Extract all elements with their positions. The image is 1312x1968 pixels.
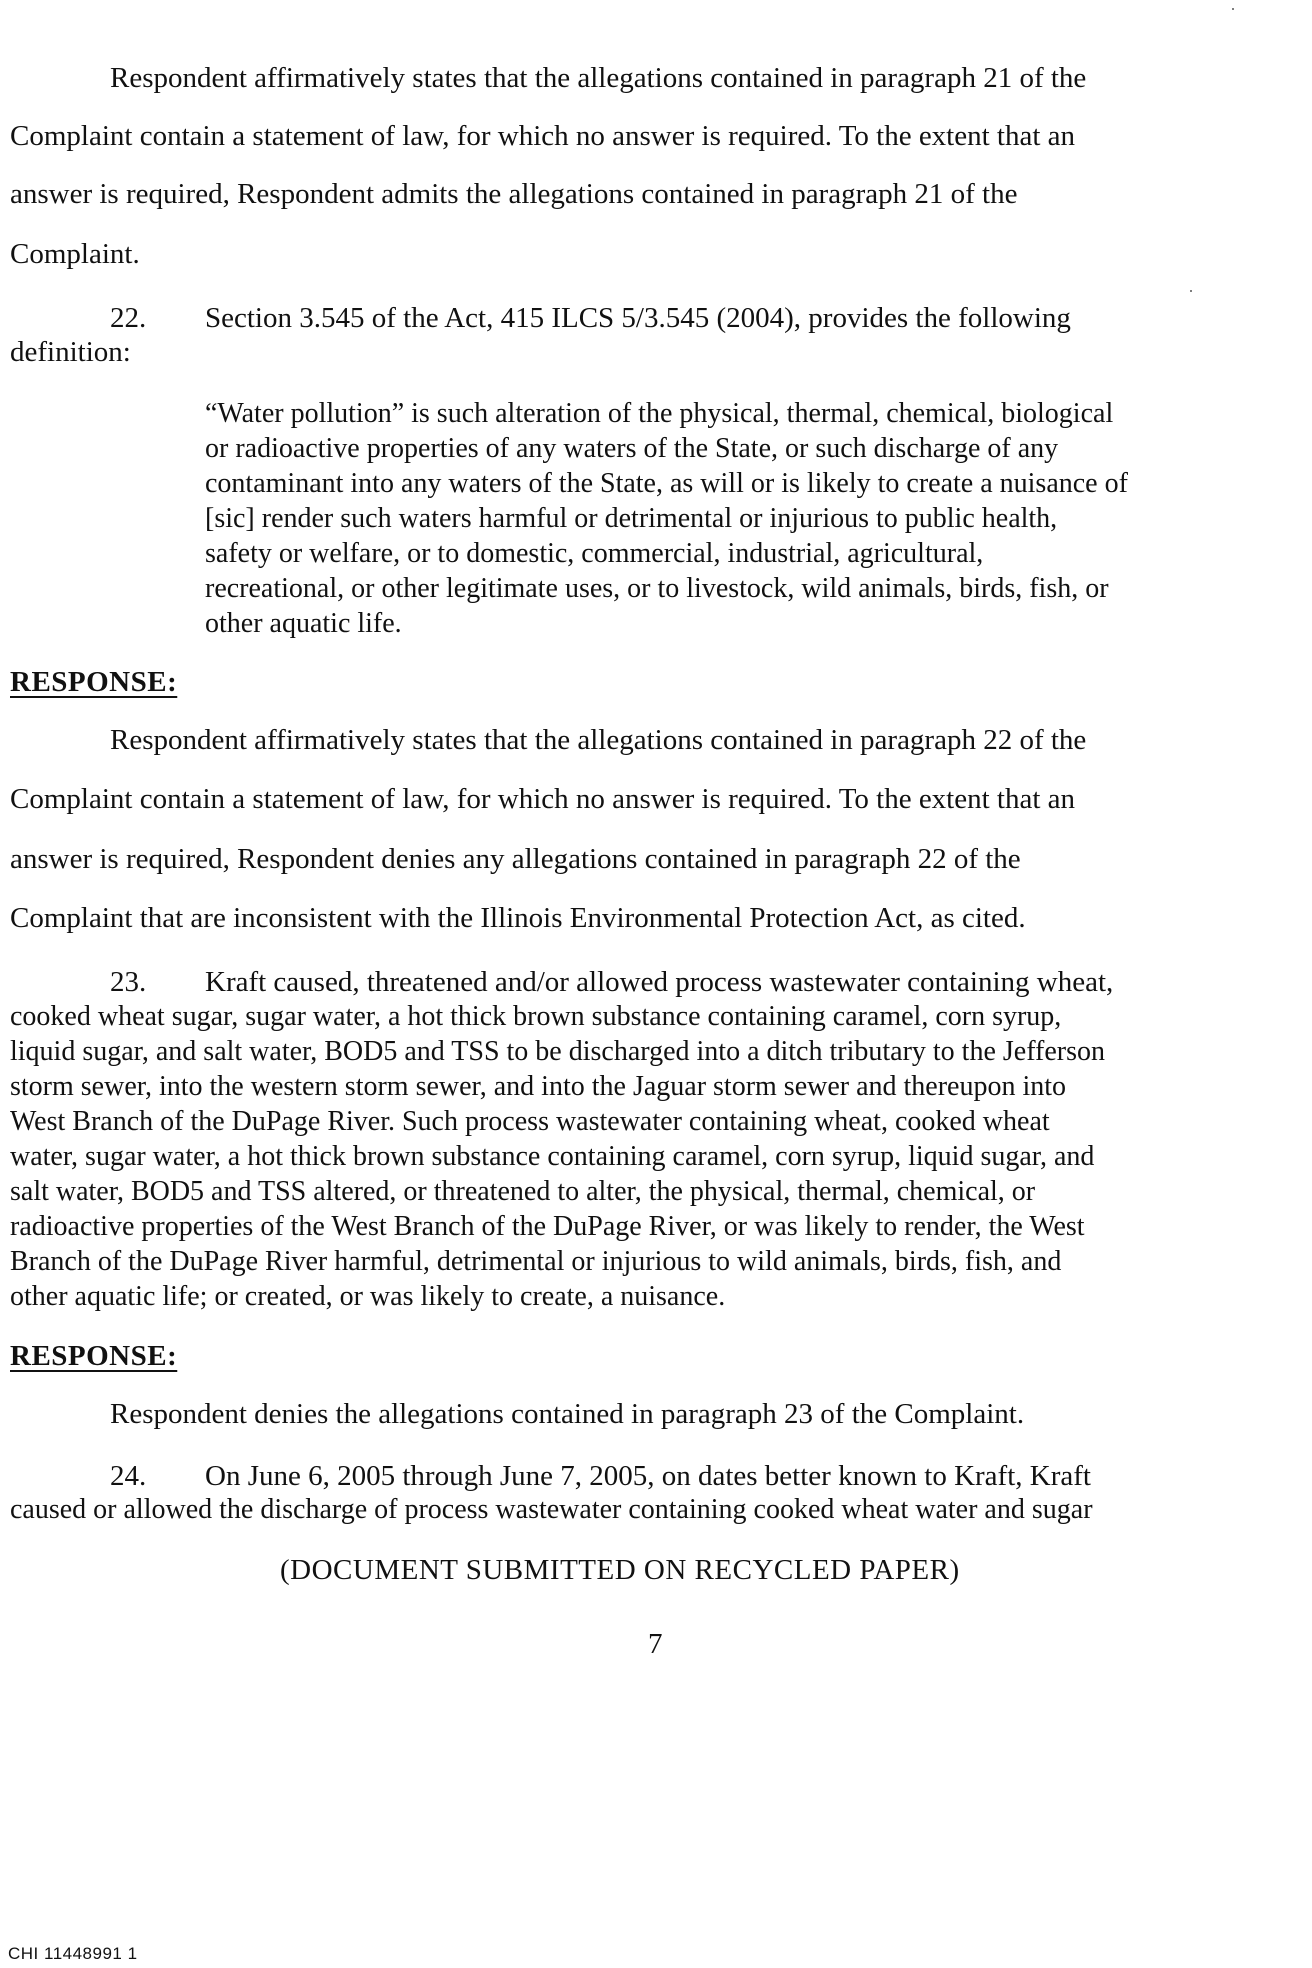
quote-line: [sic] render such waters harmful or detrimental or injurious to public health, <box>205 503 1058 534</box>
paragraph-number: 22. <box>110 302 147 334</box>
para22-response-line: Complaint that are inconsistent with the Illinois Environmental Protection Act, as cited. <box>10 902 1026 934</box>
response-heading: RESPONSE: <box>10 666 178 698</box>
para22-text: Section 3.545 of the Act, 415 ILCS 5/3.545 (2004), provides the following <box>205 302 1071 334</box>
para21-response-line: Complaint. <box>10 238 140 270</box>
para24-first-line: On June 6, 2005 through June 7, 2005, on dates better known to Kraft, Kraft <box>205 1460 1091 1492</box>
page-number: 7 <box>648 1628 663 1660</box>
para23-line: water, sugar water, a hot thick brown substance containing caramel, corn syrup, liquid sugar, and <box>10 1141 1095 1172</box>
para21-response-line: answer is required, Respondent admits the allegations contained in paragraph 21 of the <box>10 178 1018 210</box>
para23-first-line: Kraft caused, threatened and/or allowed process wastewater containing wheat, <box>205 966 1114 998</box>
para22-response-line: Complaint contain a statement of law, for which no answer is required. To the extent that an <box>10 783 1076 815</box>
para23-line: cooked wheat sugar, sugar water, a hot thick brown substance containing caramel, corn syrup, <box>10 1001 1062 1032</box>
scan-speck <box>1232 8 1234 10</box>
para22-continuation: definition: <box>10 336 131 368</box>
para23-line: other aquatic life; or created, or was likely to create, a nuisance. <box>10 1281 726 1312</box>
para23-line: West Branch of the DuPage River. Such process wastewater containing wheat, cooked wheat <box>10 1106 1050 1137</box>
quote-line: “Water pollution” is such alteration of the physical, thermal, chemical, biological <box>205 398 1114 429</box>
para23-line: Branch of the DuPage River harmful, detrimental or injurious to wild animals, birds, fish, and <box>10 1246 1062 1277</box>
para23-line: storm sewer, into the western storm sewer, and into the Jaguar storm sewer and thereupon into <box>10 1071 1067 1102</box>
para22-response-line: answer is required, Respondent denies any allegations contained in paragraph 22 of the <box>10 843 1021 875</box>
para23-line: radioactive properties of the West Branch of the DuPage River, or was likely to render, the West <box>10 1211 1085 1242</box>
quote-line: or radioactive properties of any waters of the State, or such discharge of any <box>205 433 1059 464</box>
recycled-paper-notice: (DOCUMENT SUBMITTED ON RECYCLED PAPER) <box>280 1554 960 1586</box>
quote-line: safety or welfare, or to domestic, commercial, industrial, agricultural, <box>205 538 984 569</box>
para23-line: liquid sugar, and salt water, BOD5 and TSS to be discharged into a ditch tributary to the Jefferson <box>10 1036 1105 1067</box>
para21-response-line: Complaint contain a statement of law, for which no answer is required. To the extent that an <box>10 120 1076 152</box>
scan-speck <box>1190 290 1192 292</box>
document-id: CHI 11448991 1 <box>8 1944 138 1963</box>
quote-line: other aquatic life. <box>205 608 402 639</box>
quote-line: recreational, or other legitimate uses, or to livestock, wild animals, birds, fish, or <box>205 573 1109 604</box>
para23-response: Respondent denies the allegations contained in paragraph 23 of the Complaint. <box>110 1398 1025 1430</box>
para22-response-line: Respondent affirmatively states that the allegations contained in paragraph 22 of the <box>110 724 1087 756</box>
paragraph-number: 23. <box>110 966 147 998</box>
response-heading: RESPONSE: <box>10 1340 178 1372</box>
para21-response-line: Respondent affirmatively states that the allegations contained in paragraph 21 of the <box>110 62 1087 94</box>
para23-line: salt water, BOD5 and TSS altered, or threatened to alter, the physical, thermal, chemical, or <box>10 1176 1036 1207</box>
quote-line: contaminant into any waters of the State, as will or is likely to create a nuisance of <box>205 468 1128 499</box>
paragraph-number: 24. <box>110 1460 147 1492</box>
para24-line: caused or allowed the discharge of process wastewater containing cooked wheat water and sugar <box>10 1494 1093 1525</box>
